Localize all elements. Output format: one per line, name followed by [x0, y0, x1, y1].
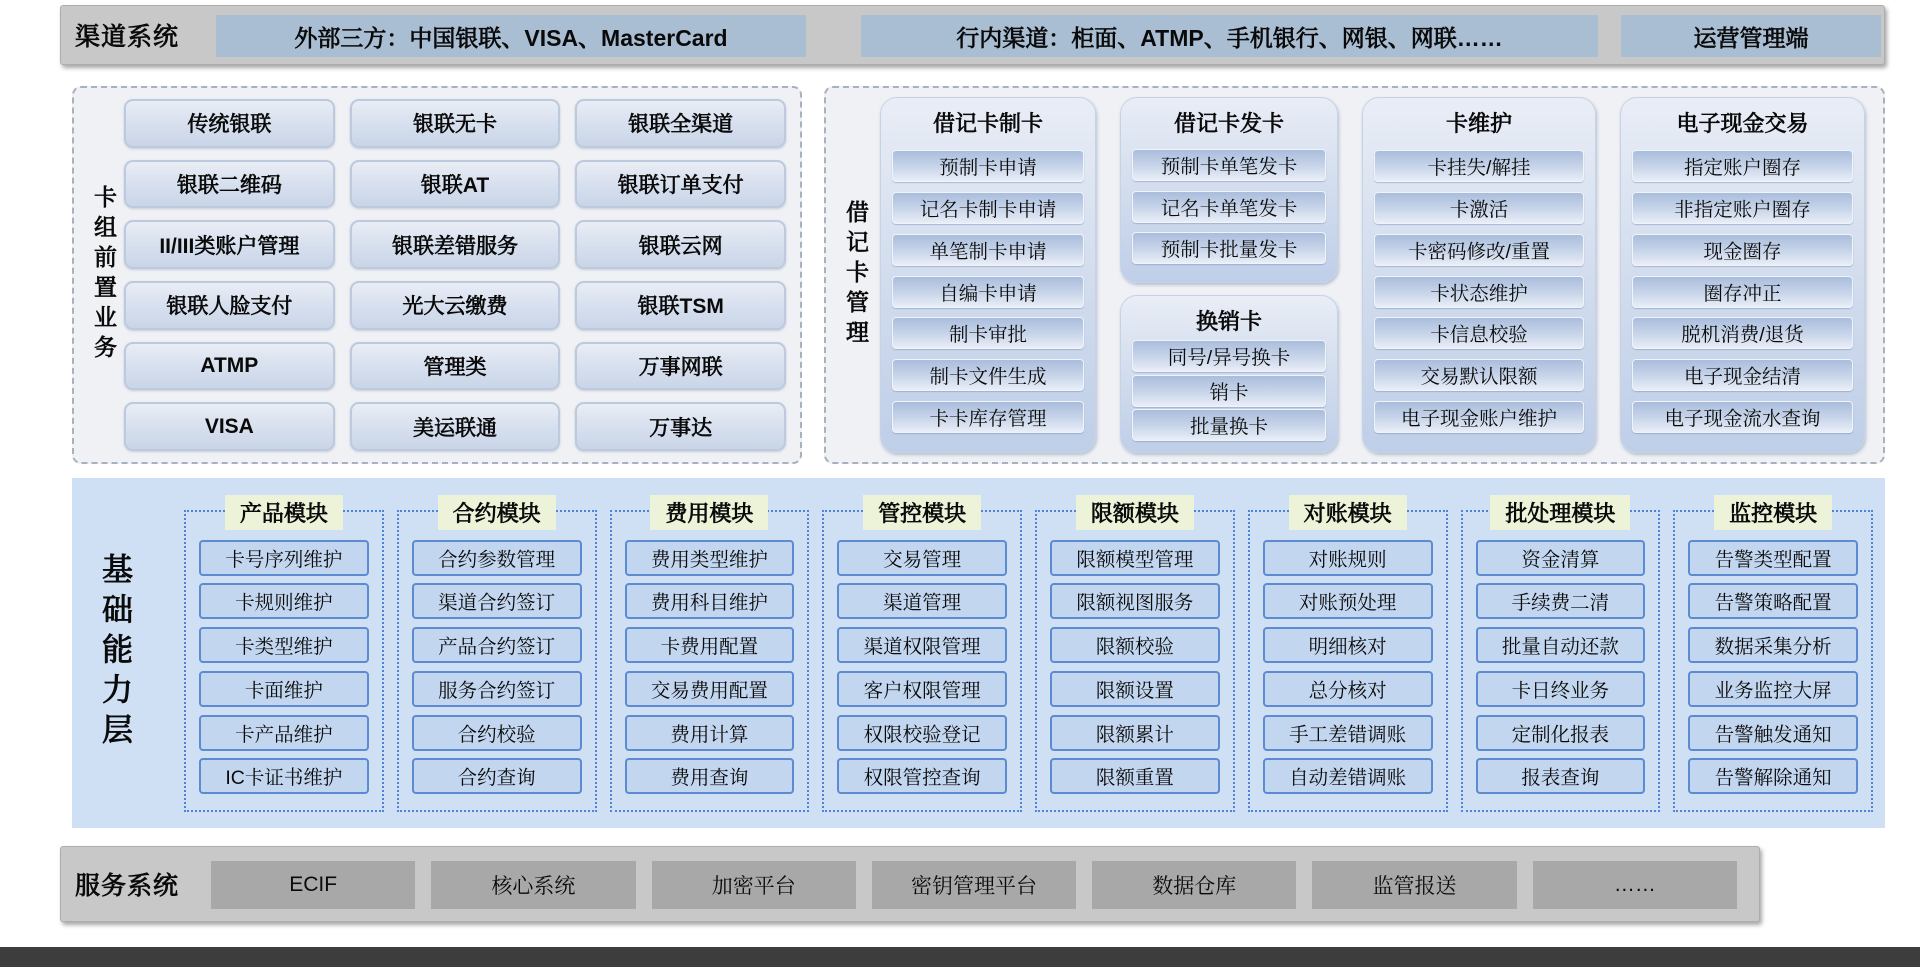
group-card-replace-title: 换销卡: [1195, 309, 1262, 334]
debit-item: 圈存冲正: [1632, 276, 1853, 308]
debit-card-management-panel: [824, 86, 1885, 464]
base-module-item: 数据采集分析: [1688, 627, 1858, 663]
card-org-button: II/III类账户管理: [124, 220, 335, 269]
base-module-items: [1037, 512, 1233, 810]
group-card-issuing: [1120, 97, 1338, 283]
base-module-item: 交易管理: [837, 540, 1007, 576]
card-org-front-business-label: 卡组前置业务: [91, 185, 117, 365]
card-org-button: 银联人脸支付: [124, 281, 335, 330]
channel-system-bar: [60, 5, 1885, 65]
group-card-making-title: 借记卡制卡: [932, 111, 1043, 136]
base-module-item: 卡面维护: [199, 671, 369, 707]
base-module-item: 合约校验: [412, 715, 582, 751]
debit-item: 制卡审批: [892, 317, 1084, 349]
base-module-items: [1675, 512, 1871, 810]
base-module-item: 告警策略配置: [1688, 583, 1858, 619]
base-module-item: 总分核对: [1263, 671, 1433, 707]
debit-item: 脱机消费/退货: [1632, 317, 1853, 349]
base-module-title: 限额模块: [1076, 495, 1194, 530]
base-module-item: 批量自动还款: [1476, 627, 1646, 663]
card-org-button: 银联云网: [575, 220, 786, 269]
base-module: [1673, 501, 1873, 812]
debit-item: 卡挂失/解挂: [1374, 150, 1584, 182]
base-module-item: 定制化报表: [1476, 715, 1646, 751]
card-org-button: 万事达: [575, 402, 786, 451]
debit-item: 电子现金账户维护: [1374, 401, 1584, 433]
card-org-button: 银联全渠道: [575, 99, 786, 148]
debit-item: 同号/异号换卡: [1132, 340, 1326, 372]
base-module: [1248, 501, 1448, 812]
card-org-button: 万事网联: [575, 342, 786, 391]
debit-card-management-label: 借记卡管理: [843, 200, 869, 350]
base-module-item: 产品合约签订: [412, 627, 582, 663]
card-org-button: 银联无卡: [350, 99, 561, 148]
card-org-button-grid: [124, 99, 786, 451]
base-module-title: 产品模块: [225, 495, 343, 530]
base-module-item: 对账规则: [1263, 540, 1433, 576]
base-module-title: 管控模块: [863, 495, 981, 530]
debit-item: 卡卡库存管理: [892, 401, 1084, 433]
operation-management-box: 运营管理端: [1621, 15, 1881, 57]
base-module-items: [612, 512, 808, 810]
debit-item: 单笔制卡申请: [892, 234, 1084, 266]
card-org-button: 银联二维码: [124, 160, 335, 209]
internal-channels-box: 行内渠道：柜面、ATMP、手机银行、网银、网联……: [861, 15, 1598, 57]
base-module-items: [1463, 512, 1659, 810]
card-org-button: VISA: [124, 402, 335, 451]
card-org-front-business-panel: [72, 86, 802, 464]
base-module-item: 告警解除通知: [1688, 758, 1858, 794]
base-module-item: 对账预处理: [1263, 583, 1433, 619]
card-org-button: 银联订单支付: [575, 160, 786, 209]
debit-groups: [880, 97, 1865, 453]
service-box: 核心系统: [431, 861, 635, 909]
base-module-item: 费用查询: [625, 758, 795, 794]
group-card-maintain-items: [1363, 138, 1595, 452]
channel-system-label: 渠道系统: [75, 23, 180, 51]
debit-item: 自编卡申请: [892, 276, 1084, 308]
card-org-button: 美运联通: [350, 402, 561, 451]
base-module-item: 限额视图服务: [1050, 583, 1220, 619]
base-module-item: 卡类型维护: [199, 627, 369, 663]
debit-item: 指定账户圈存: [1632, 150, 1853, 182]
service-box: 加密平台: [652, 861, 856, 909]
debit-col-card-making: [880, 97, 1096, 453]
base-module-title: 费用模块: [650, 495, 768, 530]
debit-item: 非指定账户圈存: [1632, 192, 1853, 224]
external-third-party-box: 外部三方：中国银联、VISA、MasterCard: [216, 15, 806, 57]
base-module: [1035, 501, 1235, 812]
service-box: 监管报送: [1312, 861, 1516, 909]
base-module-item: 渠道合约签订: [412, 583, 582, 619]
base-module-item: 手续费二清: [1476, 583, 1646, 619]
group-card-issuing-title: 借记卡发卡: [1173, 111, 1284, 136]
base-module-item: 卡日终业务: [1476, 671, 1646, 707]
debit-item: 预制卡单笔发卡: [1132, 149, 1326, 181]
base-module: [610, 501, 810, 812]
debit-item: 批量换卡: [1132, 409, 1326, 441]
base-module-item: 卡产品维护: [199, 715, 369, 751]
debit-item: 记名卡制卡申请: [892, 192, 1084, 224]
base-module-item: 限额设置: [1050, 671, 1220, 707]
group-card-issuing-items: [1121, 138, 1337, 282]
debit-col-card-issuing: [1120, 97, 1338, 453]
service-system-bar: [60, 846, 1760, 922]
group-card-maintain-title: 卡维护: [1445, 111, 1512, 136]
group-card-replace-items: [1121, 336, 1337, 452]
base-module-title: 监控模块: [1714, 495, 1832, 530]
group-card-making: [880, 97, 1096, 453]
base-module-item: 限额模型管理: [1050, 540, 1220, 576]
debit-col-ecash: [1620, 97, 1865, 453]
debit-item: 记名卡单笔发卡: [1132, 191, 1326, 223]
base-module: [1461, 501, 1661, 812]
base-module-item: 卡规则维护: [199, 583, 369, 619]
group-card-replace: [1120, 295, 1338, 453]
card-org-button: ATMP: [124, 342, 335, 391]
base-module-item: 服务合约签订: [412, 671, 582, 707]
debit-item: 卡信息校验: [1374, 317, 1584, 349]
debit-item: 卡激活: [1374, 192, 1584, 224]
base-module-item: 限额重置: [1050, 758, 1220, 794]
base-module-item: 手工差错调账: [1263, 715, 1433, 751]
base-modules-row: [184, 501, 1873, 812]
base-module-item: 权限校验登记: [837, 715, 1007, 751]
base-module-item: 费用类型维护: [625, 540, 795, 576]
group-card-maintain: [1362, 97, 1596, 453]
base-module-item: 卡费用配置: [625, 627, 795, 663]
service-system-label: 服务系统: [75, 872, 180, 900]
debit-item: 卡密码修改/重置: [1374, 234, 1584, 266]
base-module-item: 合约参数管理: [412, 540, 582, 576]
base-module-item: 报表查询: [1476, 758, 1646, 794]
base-module-item: 卡号序列维护: [199, 540, 369, 576]
debit-col-card-maintain: [1362, 97, 1596, 453]
base-module-item: 费用计算: [625, 715, 795, 751]
base-module-title: 对账模块: [1289, 495, 1407, 530]
base-module-item: 客户权限管理: [837, 671, 1007, 707]
service-box: ECIF: [211, 861, 415, 909]
base-module-items: [186, 512, 382, 810]
base-module-item: 合约查询: [412, 758, 582, 794]
service-box: 数据仓库: [1092, 861, 1296, 909]
base-module-items: [824, 512, 1020, 810]
base-module-items: [1250, 512, 1446, 810]
debit-item: 销卡: [1132, 375, 1326, 407]
base-module: [184, 501, 384, 812]
base-module-item: IC卡证书维护: [199, 758, 369, 794]
base-module-item: 告警类型配置: [1688, 540, 1858, 576]
base-module-item: 限额累计: [1050, 715, 1220, 751]
debit-item: 预制卡批量发卡: [1132, 232, 1326, 264]
debit-item: 卡状态维护: [1374, 276, 1584, 308]
base-module-item: 交易费用配置: [625, 671, 795, 707]
service-box: 密钥管理平台: [872, 861, 1076, 909]
service-boxes: [211, 861, 1737, 909]
debit-item: 制卡文件生成: [892, 359, 1084, 391]
card-org-button: 银联AT: [350, 160, 561, 209]
base-module: [822, 501, 1022, 812]
group-ecash-transaction-items: [1621, 138, 1864, 452]
base-module-items: [399, 512, 595, 810]
debit-item: 电子现金流水查询: [1632, 401, 1853, 433]
base-module-item: 告警触发通知: [1688, 715, 1858, 751]
base-module-item: 资金清算: [1476, 540, 1646, 576]
base-module-item: 自动差错调账: [1263, 758, 1433, 794]
debit-item: 现金圈存: [1632, 234, 1853, 266]
base-module: [397, 501, 597, 812]
base-module-item: 费用科目维护: [625, 583, 795, 619]
base-module-item: 业务监控大屏: [1688, 671, 1858, 707]
base-module-item: 渠道权限管理: [837, 627, 1007, 663]
debit-item: 预制卡申请: [892, 150, 1084, 182]
card-org-button: 光大云缴费: [350, 281, 561, 330]
base-module-item: 明细核对: [1263, 627, 1433, 663]
base-capability-layer: [72, 478, 1885, 828]
card-org-button: 银联差错服务: [350, 220, 561, 269]
group-ecash-transaction-title: 电子现金交易: [1676, 111, 1809, 136]
base-module-title: 合约模块: [438, 495, 556, 530]
card-org-button: 管理类: [350, 342, 561, 391]
debit-item: 交易默认限额: [1374, 359, 1584, 391]
base-module-item: 限额校验: [1050, 627, 1220, 663]
debit-item: 电子现金结清: [1632, 359, 1853, 391]
bottom-divider-stripe: [0, 947, 1920, 967]
group-card-making-items: [881, 138, 1095, 452]
base-capability-layer-label: 基础能力层: [97, 553, 132, 753]
base-module-title: 批处理模块: [1490, 495, 1630, 530]
base-module-item: 权限管控查询: [837, 758, 1007, 794]
service-box: ……: [1533, 861, 1737, 909]
card-org-button: 银联TSM: [575, 281, 786, 330]
card-org-button: 传统银联: [124, 99, 335, 148]
base-module-item: 渠道管理: [837, 583, 1007, 619]
group-ecash-transaction: [1620, 97, 1865, 453]
